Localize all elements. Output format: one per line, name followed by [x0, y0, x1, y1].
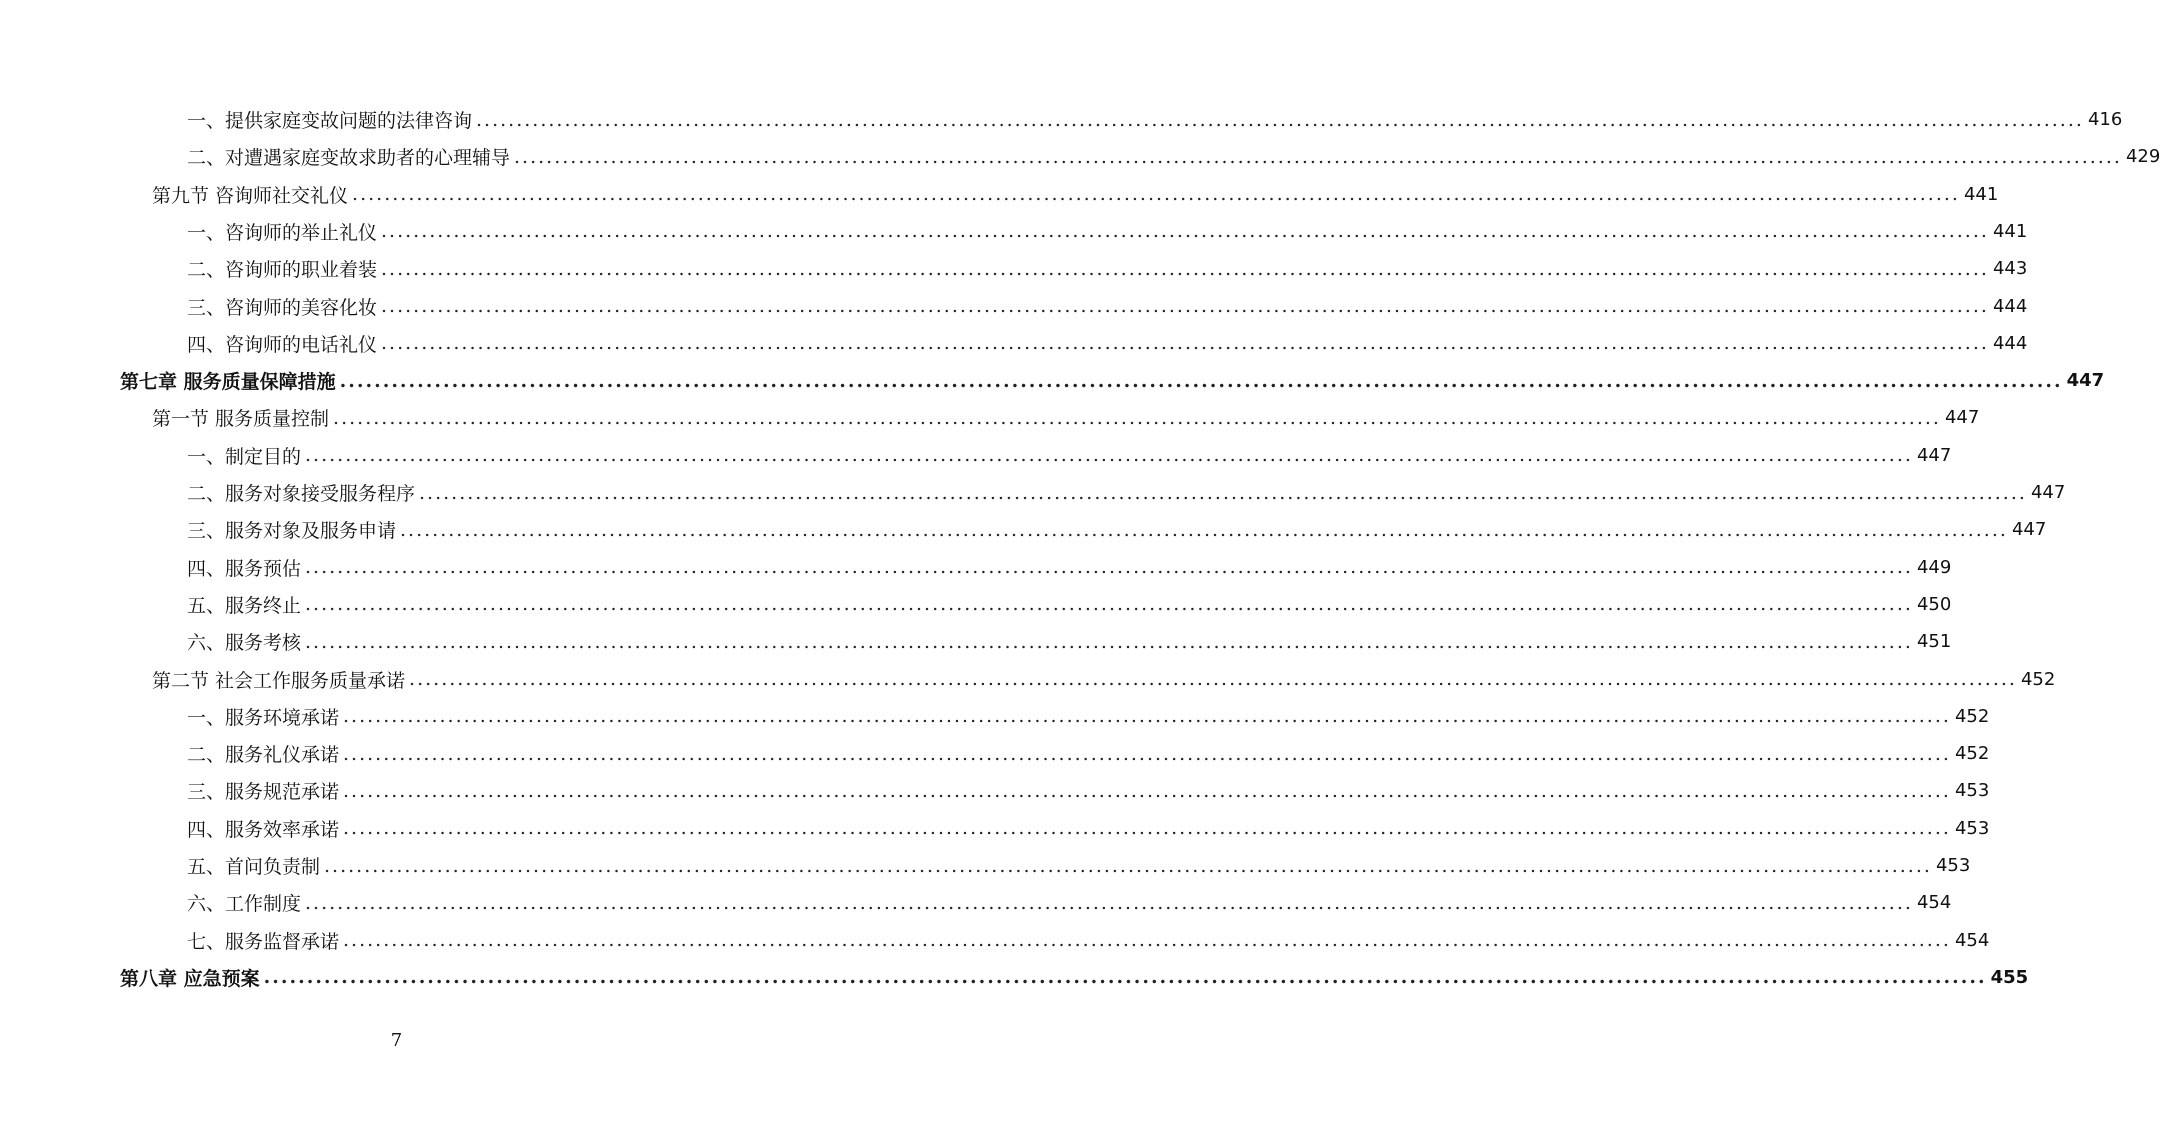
toc-entry-item[interactable]	[187, 884, 1952, 921]
toc-entry-page: 447	[2030, 482, 2066, 503]
toc-entry-item[interactable]	[187, 810, 1990, 847]
toc-entry-label: 一、提供家庭变故问题的法律咨询	[187, 110, 473, 132]
toc-entry-page: 429	[2125, 146, 2160, 168]
toc-entry-item[interactable]	[187, 437, 1952, 474]
toc-entry-item[interactable]	[187, 101, 2123, 138]
toc-entry-item[interactable]	[187, 325, 2028, 362]
toc-entry-page: 449	[1916, 556, 1952, 578]
toc-entry-page: 450	[1916, 593, 1952, 615]
toc-leader-dots: ........................................................................................................................................................................................................	[514, 145, 2122, 168]
toc-leader-dots: ........................................................................................................................................................................................................	[343, 817, 1951, 840]
toc-entry-item[interactable]	[187, 288, 2028, 325]
toc-entry-label: 六、工作制度	[187, 893, 302, 916]
toc-entry-chapter[interactable]	[120, 362, 2105, 399]
toc-leader-dots: ........................................................................................................................................................................................................	[333, 406, 1941, 429]
toc-entry-item[interactable]	[187, 586, 1952, 623]
toc-entry-label: 二、咨询师的职业着装	[187, 259, 378, 282]
toc-leader-dots: ........................................................................................................................................................................................................	[343, 779, 1951, 802]
toc-entry-item[interactable]	[187, 623, 1952, 660]
toc-entry-label: 二、对遭遇家庭变故求助者的心理辅导	[187, 147, 511, 170]
toc-entry-label: 三、咨询师的美容化妆	[187, 296, 378, 319]
toc-leader-dots: ........................................................................................................................................................................................................	[381, 295, 1989, 317]
toc-entry-label: 三、服务对象及服务申请	[187, 520, 397, 543]
toc-entry-label: 第二节 社会工作服务质量承诺	[152, 669, 406, 692]
toc-entry-label: 七、服务监督承诺	[187, 930, 340, 953]
toc-entry-label: 第八章 应急预案	[120, 967, 260, 990]
toc-entry-item[interactable]	[187, 511, 2047, 548]
toc-entry-label: 四、服务预估	[187, 557, 302, 580]
toc-entry-label: 第七章 服务质量保障措施	[120, 371, 336, 394]
toc-leader-dots: ........................................................................................................................................................................................................	[305, 444, 1913, 467]
toc-entry-label: 第一节 服务质量控制	[152, 408, 330, 431]
toc-entry-item[interactable]	[187, 549, 1952, 586]
toc-leader-dots: ........................................................................................................................................................................................................	[339, 369, 2063, 392]
toc-leader-dots: ........................................................................................................................................................................................................	[343, 742, 1951, 765]
toc-entry-item[interactable]	[187, 250, 2028, 287]
toc-entry-page: 453	[1954, 817, 1990, 839]
toc-entry-section[interactable]	[152, 661, 2056, 698]
toc-entry-page: 441	[1963, 183, 1999, 205]
toc-leader-dots: ........................................................................................................................................................................................................	[305, 593, 1913, 616]
toc-entry-page: 447	[2011, 519, 2047, 541]
toc-entry-label: 六、服务考核	[187, 632, 302, 655]
toc-entry-item[interactable]	[187, 922, 1990, 959]
toc-entry-page: 447	[1916, 444, 1952, 466]
toc-entry-page: 454	[1916, 892, 1952, 914]
toc-entry-page: 447	[2066, 370, 2105, 392]
toc-leader-dots: ........................................................................................................................................................................................................	[343, 929, 1951, 952]
toc-entry-label: 二、服务对象接受服务程序	[187, 483, 416, 505]
toc-entry-page: 451	[1916, 631, 1952, 653]
toc-entry-page: 447	[1944, 407, 1980, 429]
toc-entry-chapter[interactable]	[120, 959, 2029, 996]
toc-entry-page: 452	[1954, 705, 1990, 727]
toc-leader-dots: ........................................................................................................................................................................................................	[352, 183, 1960, 206]
toc-entry-label: 二、服务礼仪承诺	[187, 744, 340, 767]
toc-entry-label: 一、服务环境承诺	[187, 706, 340, 729]
toc-entry-page: 454	[1954, 929, 1990, 951]
toc-entry-page: 416	[2087, 109, 2123, 130]
toc-leader-dots: ........................................................................................................................................................................................................	[409, 668, 2017, 690]
toc-leader-dots: ........................................................................................................................................................................................................	[305, 630, 1913, 653]
toc-leader-dots: ........................................................................................................................................................................................................	[343, 705, 1951, 728]
toc-entry-label: 一、制定目的	[187, 445, 302, 468]
toc-entry-section[interactable]	[152, 399, 1980, 436]
toc-leader-dots: ........................................................................................................................................................................................................	[419, 481, 2027, 504]
toc-entry-page: 453	[1954, 780, 1990, 802]
toc-leader-dots: ........................................................................................................................................................................................................	[381, 220, 1989, 243]
toc-entry-item[interactable]	[187, 474, 2066, 511]
toc-leader-dots: ........................................................................................................................................................................................................	[400, 518, 2008, 541]
toc-entry-page: 452	[1954, 743, 1990, 765]
toc-entry-label: 第九节 咨询师社交礼仪	[152, 184, 349, 207]
toc-leader-dots: ........................................................................................................................................................................................................	[305, 891, 1913, 914]
toc-entry-section[interactable]	[152, 176, 1999, 213]
toc-entry-item[interactable]	[187, 847, 1971, 884]
toc-entry-item[interactable]	[187, 138, 2160, 175]
toc-entry-item[interactable]	[187, 735, 1990, 772]
toc-leader-dots: ........................................................................................................................................................................................................	[324, 854, 1932, 877]
toc-entry-item[interactable]	[187, 213, 2028, 250]
toc-entry-page: 441	[1992, 220, 2028, 242]
toc-entry-label: 四、服务效率承诺	[187, 818, 340, 841]
toc-entry-page: 453	[1935, 855, 1971, 876]
toc-leader-dots: ........................................................................................................................................................................................................	[263, 966, 1987, 989]
toc-entry-page: 455	[1990, 966, 2029, 988]
page-number: 7	[390, 1030, 403, 1051]
toc-leader-dots: ........................................................................................................................................................................................................	[305, 556, 1913, 579]
toc-entry-page: 443	[1992, 258, 2028, 280]
toc-leader-dots: ........................................................................................................................................................................................................	[381, 257, 1989, 280]
toc-entry-label: 五、首问负责制	[187, 856, 321, 878]
toc-entry-page: 452	[2020, 668, 2056, 690]
toc-leader-dots: ........................................................................................................................................................................................................	[381, 332, 1989, 355]
toc-entry-page: 444	[1992, 332, 2028, 354]
toc-leader-dots: ........................................................................................................................................................................................................	[476, 108, 2084, 131]
toc-entry-label: 三、服务规范承诺	[187, 781, 340, 804]
toc-entry-label: 一、咨询师的举止礼仪	[187, 221, 378, 244]
toc-entry-page: 444	[1992, 295, 2028, 317]
toc-entry-label: 四、咨询师的电话礼仪	[187, 333, 378, 356]
toc-entry-item[interactable]	[187, 772, 1990, 809]
toc-entry-item[interactable]	[187, 698, 1990, 735]
toc-entry-label: 五、服务终止	[187, 594, 302, 617]
